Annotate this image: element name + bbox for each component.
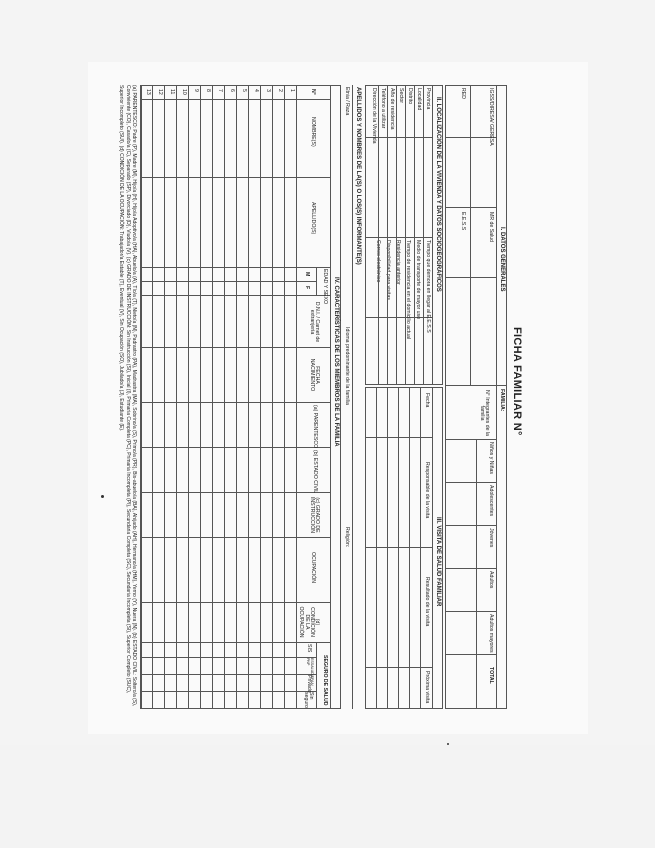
table-row — [200, 85, 201, 709]
integrantes-label: N° Integrantes de la familia — [478, 390, 490, 436]
table-row — [176, 85, 177, 709]
row-number: 6 — [229, 89, 235, 92]
scan-speck-2 — [447, 743, 449, 745]
col-seguro: SEGURO DE SALUD — [322, 655, 328, 706]
table-row — [212, 85, 213, 709]
row-number: 12 — [157, 89, 163, 95]
col-m: M — [304, 272, 310, 277]
tiempo-residencia-label: Tiempo de residencia en el domicilio actual — [405, 240, 411, 339]
informantes-label: APELLIDOS Y NOMBRES DE LA(S) O LOS(S) INFORMANTE(S) — [355, 87, 361, 265]
visita-responsable-label: Responsable de la visita — [424, 462, 430, 519]
anio-residencia-label: Año de residencia — [389, 88, 395, 130]
table-row — [260, 85, 261, 709]
col-fecha-nac: FECHA NACIMIENTO — [308, 358, 320, 392]
table-row — [272, 85, 273, 709]
familia-label: FAMILIA: — [499, 389, 505, 412]
table-row — [188, 85, 189, 709]
row-number: 11 — [169, 89, 175, 95]
disponibilidad-label: Disponibilidad para visitas — [385, 240, 391, 300]
table-row — [140, 85, 141, 709]
rotated-form — [105, 77, 525, 717]
form-title: FICHA FAMILIAR N° — [511, 327, 523, 436]
red-label: RED — [460, 88, 466, 99]
visita-proxima-label: Próxima visita — [424, 671, 430, 704]
section-4-label: IV. CARACTERÍSTICAS DE LOS MIEMBROS DE LA FAMILIA — [333, 277, 339, 447]
row-number: 5 — [241, 89, 247, 92]
distrito-label: Distrito — [407, 88, 413, 105]
row-number: 13 — [145, 89, 151, 95]
col-parentesco: (a) PARENTESCO — [312, 405, 318, 449]
table-row — [224, 85, 225, 709]
col-estado-civil: (b) ESTADO CIVIL — [312, 450, 318, 494]
group-total: TOTAL — [488, 667, 494, 684]
seguro-privado: Privado — [306, 675, 312, 693]
table-row — [164, 85, 165, 709]
group-jovenes: Jóvenes — [488, 528, 494, 548]
row-number: 9 — [193, 89, 199, 92]
direccion-label: Dirección de la Vivienda — [371, 88, 377, 144]
scan-bottom-band — [0, 745, 655, 848]
col-ocupacion: OCUPACIÓN — [310, 552, 316, 584]
scan-speck — [101, 495, 104, 498]
correo-label: Correo electrónico — [375, 240, 381, 283]
seguro-essalud: ESSALUD/FFAA/ PNP — [306, 658, 314, 686]
etnia-label: Etnia / Raza — [344, 87, 350, 116]
col-f: F — [304, 286, 310, 290]
col-grado: (c) GRADO DE INSTRUCCIÓN — [308, 496, 320, 534]
tiempo-llegar-label: Tiempo que demora en llegar al E.E.S.S — [425, 240, 431, 333]
localidad-label: Localidad — [416, 88, 422, 111]
visita-fecha-label: Fecha — [424, 393, 430, 408]
residencia-anterior-label: Residencia anterior — [395, 240, 401, 285]
row-number: 7 — [217, 89, 223, 92]
visita-resultado-label: Resultado de la visita — [424, 577, 430, 627]
group-ninos: Niños y Niñas — [488, 442, 494, 475]
provincia-label: Provincia — [425, 88, 431, 110]
section-1-label: I. DATOS GENERALES — [499, 227, 505, 292]
col-dni: D.N.I. / Carnet de extranjería — [308, 301, 320, 343]
table-row — [236, 85, 237, 709]
section-2-label: II. LOCALIZACIÓN DE LA VIVIENDA Y DATOS SOCIOGEOGRÁFICOS — [435, 97, 441, 292]
table-row — [152, 85, 153, 709]
col-apellidos: APELLIDO(S) — [310, 202, 316, 235]
idioma-label: Idioma predominante de la familia — [344, 327, 350, 405]
seguro-sin: Sin seguro — [302, 692, 314, 708]
group-adultos: Adultos — [488, 571, 494, 589]
table-row — [284, 85, 285, 709]
telefono-label: Teléfono a utilizar — [380, 88, 386, 129]
row-number: 1 — [289, 89, 295, 92]
transporte-label: Medio de transporte de mayor uso — [415, 240, 421, 320]
table-row — [248, 85, 249, 709]
col-condicion: (d) CONDICIÓN DE LA OCUPACIÓN — [298, 606, 320, 638]
mr-label: MR de Salud — [488, 212, 494, 242]
sector-label: Sector — [398, 88, 404, 103]
row-number: 8 — [205, 89, 211, 92]
seguro-sis: SIS — [306, 644, 312, 653]
section-3-label: III. VISITA DE SALUD FAMILIAR — [435, 517, 441, 607]
row-number: 10 — [181, 89, 187, 95]
row-number: 4 — [253, 89, 259, 92]
ficha-familiar-form — [105, 77, 525, 717]
col-nombres: NOMBRE(S) — [310, 117, 316, 147]
col-edad-sexo: EDAD Y SEXO — [322, 269, 328, 304]
group-adolescentes: Adolescentes — [488, 485, 494, 517]
col-n: N° — [310, 89, 316, 95]
eess-label: E.E.S.S — [460, 212, 466, 231]
religion-label: Religión: — [344, 527, 350, 548]
row-number: 2 — [277, 89, 283, 92]
footnote: (a) PARENTESCO: Padre (P), Madre (M), Hijo/a (H), Hijo/a Adoptivo/a (HA), Abuelo/a (A), Tío/a (T), Nieto/a (N), Padrastro (PA), Madrastra (MA), Sobrino/a (S), Primo/a (PR), Bis-abuelo/a (BA), Ahijado (AH), Hermano/a (HM), Yerno (Y), Nuera (N). (b) ESTADO CIVIL: Soltero/a (S), Conviviente (CO), Casado/a (C), Separado (SP), Divorciado (D), Viudo/a (V). (c) GRADO DE INSTRUCCIÓN: Sin Instrucción (SI), Inicial (I), Primaria Completa (PC), Primaria Incompleta (PI), Secundaria Completa (SC), Secundaria Incompleta (SI), Superior Completo (SUC), Superior Incompleto (SUI). (d) CONDICIÓN DE LA OCUPACIÓN: Trabajador/a Estable (T), Eventual (V), Sin Ocupación (SO), Jubilado/a (J), Estudiante (E). — [118, 85, 137, 707]
igss-label: IGSS/DIRESA/ GERESA — [488, 88, 494, 146]
row-number: 3 — [265, 89, 271, 92]
group-adultos-mayores: Adultos mayores — [488, 614, 494, 653]
